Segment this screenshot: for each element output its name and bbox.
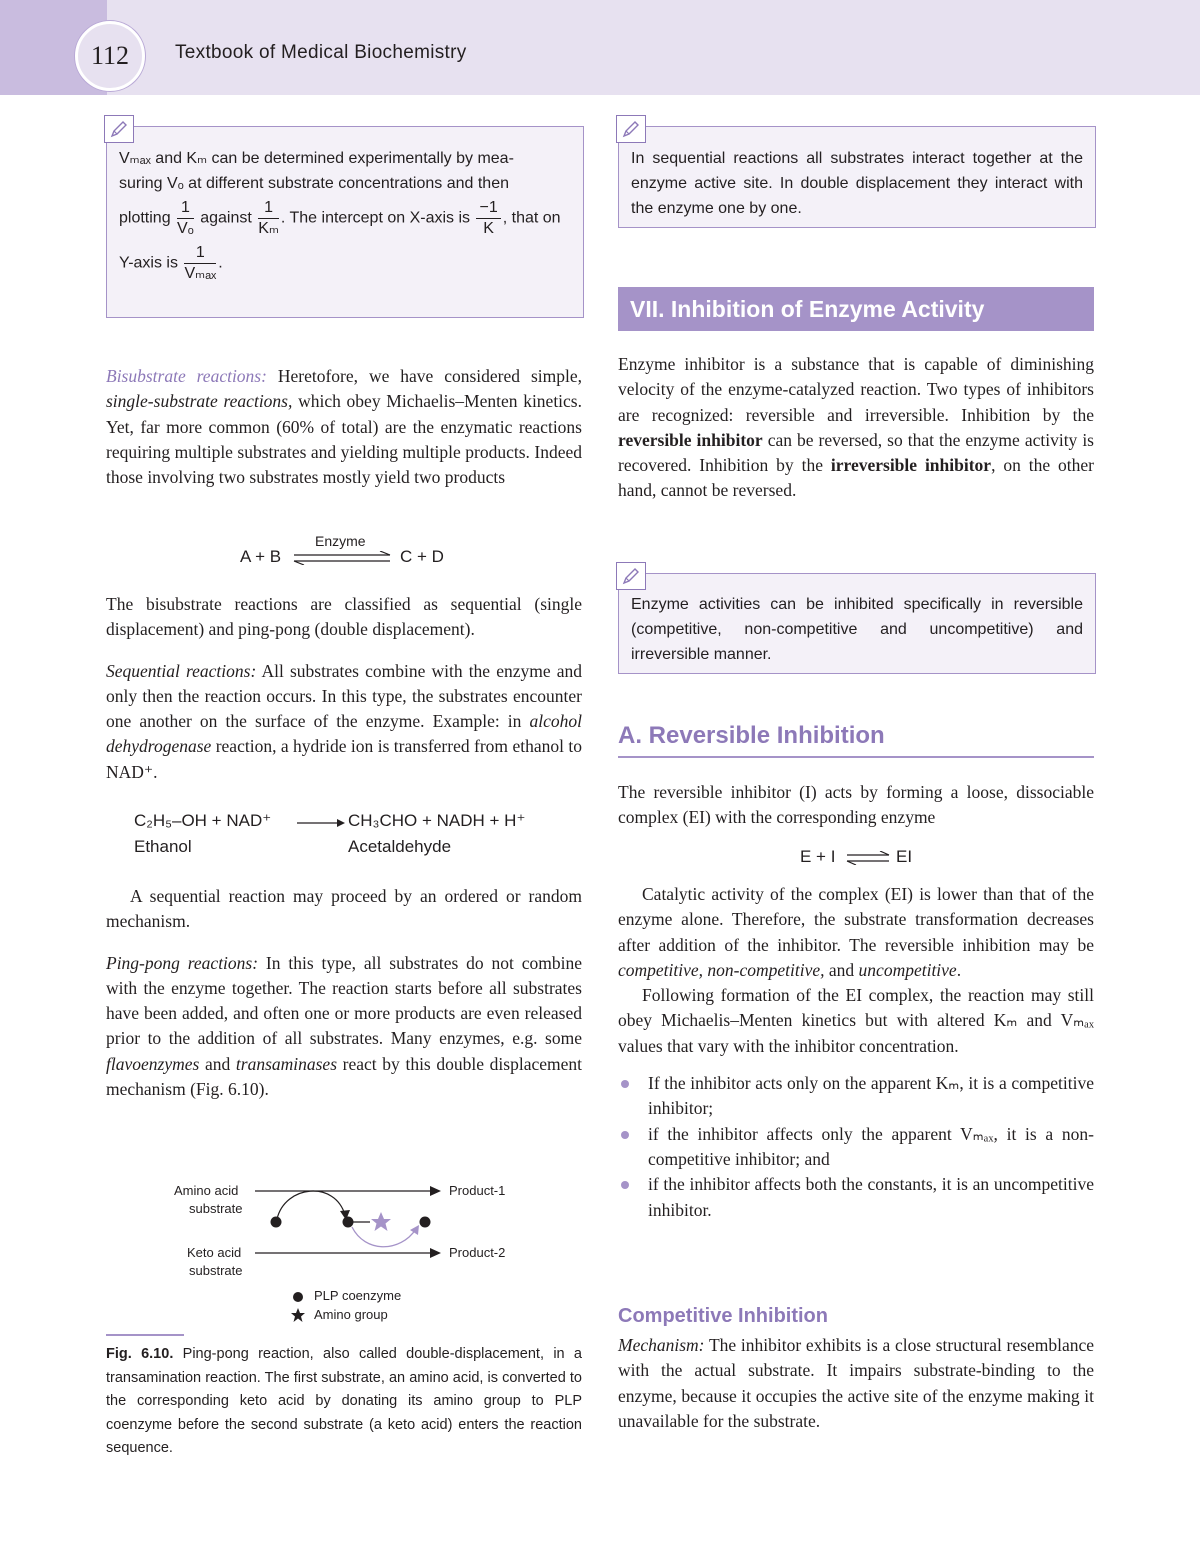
fig-product1-label: Product-1 — [449, 1183, 506, 1198]
right-reversible — [618, 780, 1094, 831]
fraction-1-over-km — [258, 198, 279, 239]
frac4-denominator: Vₘₐₓ — [184, 265, 217, 282]
mechanism-paragraph — [618, 1333, 1094, 1434]
reversible-inhibitor-paragraph: The reversible inhibitor (I) acts by forming a loose, dissociable complex (EI) with the corresponding enzyme — [618, 782, 1094, 828]
subheading-reversible: A. Reversible Inhibition — [618, 722, 1094, 758]
pencil-icon — [616, 562, 646, 590]
uncompetitive-term: uncompetitive — [858, 959, 957, 980]
following-paragraph: Following formation of the EI complex, the reaction may still obey Michaelis–Menten kinetics but with altered Kₘ and Vₘₐₓ values that vary with the inhibitor concentration. — [618, 985, 1094, 1056]
eq1-left: A + B — [240, 547, 282, 566]
section-heading: VII. Inhibition of Enzyme Activity — [618, 287, 1094, 331]
reaction-scheme-diagram — [160, 1175, 540, 1285]
fraction-minus1-over-k — [476, 198, 500, 239]
intro-c: can be reversed, so that the enzyme activity is recovered. Inhibition by the — [618, 429, 1094, 476]
bullet-uncompetitive: if the inhibitor affects both the constants, it is an uncompetitive inhibitor. — [618, 1172, 1094, 1223]
legend-plp-label: PLP coenzyme — [314, 1288, 402, 1303]
fig-keto-acid-label: Keto acid — [187, 1245, 242, 1260]
plp-coenzyme-legend-icon — [291, 1290, 305, 1304]
eq2-left: C₂H₅–OH + NAD⁺ — [134, 811, 272, 830]
equation-ethanol — [134, 811, 584, 863]
equation-ab-cd — [240, 533, 460, 575]
right-mechanism — [618, 1333, 1094, 1434]
frac1-denominator: Vₒ — [177, 220, 194, 237]
ethanol-label: Ethanol — [134, 837, 192, 856]
single-substrate-term: single-substrate reactions, — [106, 391, 293, 412]
frac3-numerator: −1 — [476, 198, 500, 219]
alcohol-dehydrogenase-term: alcohol dehydrogenase — [106, 711, 582, 757]
note-box-inhibition — [618, 573, 1096, 674]
transaminases-term: transaminases — [235, 1053, 338, 1074]
caption-rule — [106, 1334, 184, 1336]
sequential-label: Sequential reactions: — [106, 660, 257, 681]
eq3-left: E + I — [800, 847, 836, 866]
figure-caption — [106, 1343, 582, 1461]
bisub-text-b: which obey Michaelis–Menten kinetics. Yet, far more common (60% of total) are the enzymatic reactions requiring multiple substrates and yielding multiple products. Indeed those involving two substrates mostly yield two products — [106, 391, 582, 488]
eq1-right: C + D — [400, 547, 444, 566]
eq1-enzyme-label: Enzyme — [315, 533, 366, 549]
note1-line3 — [119, 198, 571, 239]
legend-amino-label: Amino group — [314, 1307, 388, 1322]
right-catalytic — [618, 882, 1094, 1223]
frac3-denominator: K — [483, 220, 494, 237]
ping-pong-label: Ping-pong reactions: — [106, 952, 259, 973]
arrow-right-icon — [297, 817, 347, 829]
left-column-bottom — [106, 884, 582, 1102]
note-box-vmax-km — [106, 126, 584, 318]
ping-text-b: react by this double displacement mechanism (Fig. 6.10). — [106, 1053, 582, 1100]
equation-ei — [800, 847, 930, 871]
frac2-denominator: Kₘ — [258, 220, 279, 237]
fraction-1-over-vo — [177, 198, 194, 239]
ping-pong-figure — [160, 1175, 540, 1325]
ping-and: and — [199, 1053, 236, 1074]
cat-a: Catalytic activity of the complex (EI) is lower than that of the enzyme alone. Therefore, the substrate transformation decreases after addition of the inhibitor. The reversible inhibition may be — [618, 884, 1094, 955]
frac1-numerator: 1 — [177, 198, 194, 219]
pencil-icon — [616, 115, 646, 143]
caption-text: Ping-pong reaction, also called double-displacement, in a transamination reaction. The first substrate, an amino acid, is converted to the corresponding keto acid by donating its amino group to PLP coenzyme before the second substrate (a keto acid) enters the reaction sequence. — [106, 1346, 582, 1456]
mechanism-text: The inhibitor exhibits is a close structural resemblance with the actual substrate. It impairs substrate-binding to the enzyme, because it occupies the active site of the enzyme making it unavailable for the substrate. — [618, 1335, 1094, 1431]
frac2-numerator: 1 — [258, 198, 279, 219]
classification-paragraph: The bisubstrate reactions are classified as sequential (single displacement) and ping-pong (double displacement). — [106, 594, 582, 640]
seq-text-a: All substrates combine with the enzyme and only then the reaction occurs. In this type, the substrates encounter one another on the surface of the enzyme. Example: in — [106, 660, 582, 732]
eq2-right: CH₃CHO + NADH + H⁺ — [348, 811, 526, 830]
left-column-middle — [106, 592, 582, 785]
pencil-icon — [104, 115, 134, 143]
eq3-right: EI — [896, 847, 913, 866]
bisub-text-a: Heretofore, we have considered simple, — [266, 366, 582, 386]
note1-intercept: . The intercept on X-axis is — [280, 209, 471, 227]
fig-product2-label: Product-2 — [449, 1245, 506, 1260]
note1-line4: Y-axis is $\frac{1}{\text{Vₘₐₓ}}$ . — [119, 244, 223, 282]
note1-line1: Vₘₐₓ and Kₘ can be determined experimentally by mea- — [119, 150, 514, 167]
competitive-term: competitive, non-competitive, — [618, 959, 825, 980]
amino-group-star-icon — [290, 1307, 306, 1323]
bisubstrate-label: Bisubstrate reactions: — [106, 366, 267, 386]
inhibitor-intro-paragraph — [618, 352, 1094, 504]
bisubstrate-paragraph — [106, 364, 582, 490]
note3-text: Enzyme activities can be inhibited specifically in reversible (competitive, non-competitive and uncompetitive) and irreversible manner. — [631, 596, 1083, 663]
note1-against: against — [200, 209, 252, 227]
reversible-arrow-icon — [292, 551, 392, 565]
note-box-sequential — [618, 126, 1096, 228]
book-title: Textbook of Medical Biochemistry — [175, 42, 467, 63]
reversible-arrow-icon — [845, 851, 891, 865]
ping-pong-paragraph — [106, 951, 582, 1103]
bullet-noncompetitive: if the inhibitor affects only the apparent Vₘₐₓ, it is a non-competitive inhibitor; and — [618, 1122, 1094, 1173]
intro-a: Enzyme inhibitor is a substance that is capable of diminishing velocity of the enzyme-catalyzed reaction. Two types of inhibitors are recognized: reversible and irreversible. Inhibition by the — [618, 354, 1094, 425]
frac4-numerator: 1 — [184, 243, 216, 264]
page-number: 112 — [75, 21, 145, 91]
note1-text — [119, 146, 571, 284]
subheading-competitive: Competitive Inhibition — [618, 1305, 828, 1327]
irreversible-inhibitor-term: irreversible inhibitor — [830, 455, 992, 476]
note1-that-on: , that on — [502, 209, 561, 227]
sequential-mechanism-paragraph: A sequential reaction may proceed by an ordered or random mechanism. — [106, 886, 582, 932]
mechanism-label: Mechanism: — [618, 1335, 705, 1355]
note2-text: In sequential reactions all substrates interact together at the enzyme active site. In double displacement they interact with the enzyme one by one. — [631, 150, 1083, 217]
acetaldehyde-label: Acetaldehyde — [348, 837, 452, 856]
cat-end: . — [956, 959, 962, 980]
fig-substrate2-label: substrate — [189, 1263, 243, 1278]
right-intro — [618, 352, 1094, 504]
reversible-inhibitor-term: reversible inhibitor — [618, 429, 763, 450]
flavoenzymes-term: flavoenzymes — [106, 1053, 200, 1074]
fig-substrate1-label: substrate — [189, 1201, 243, 1216]
fraction-1-over-vmax — [184, 243, 216, 284]
seq-text-b: reaction, a hydride ion is transferred from ethanol to NAD⁺. — [106, 736, 582, 782]
fig-amino-acid-label: Amino acid — [174, 1183, 239, 1198]
note1-plotting: plotting — [119, 209, 171, 227]
note1-line2: suring Vₒ at different substrate concentrations and then — [119, 175, 509, 192]
bullet-competitive: If the inhibitor acts only on the apparent Kₘ, it is a competitive inhibitor; — [618, 1071, 1094, 1122]
catalytic-paragraph — [618, 882, 1094, 983]
caption-label: Fig. 6.10. — [106, 1346, 174, 1362]
ping-text-a: In this type, all substrates do not combine with the enzyme together. The reaction starts before all substrates have been added, and often one or more products are even released prior to the addition of all substrates. Many enzymes, e.g. some — [106, 952, 583, 1049]
sequential-paragraph — [106, 659, 582, 785]
bullet-list — [618, 1071, 1094, 1223]
note1-yaxis: Y-axis is — [119, 254, 178, 272]
intro-d: , on the other hand, cannot be reversed. — [618, 455, 1094, 501]
left-column-top — [106, 364, 582, 490]
cat-and: and — [824, 959, 859, 980]
